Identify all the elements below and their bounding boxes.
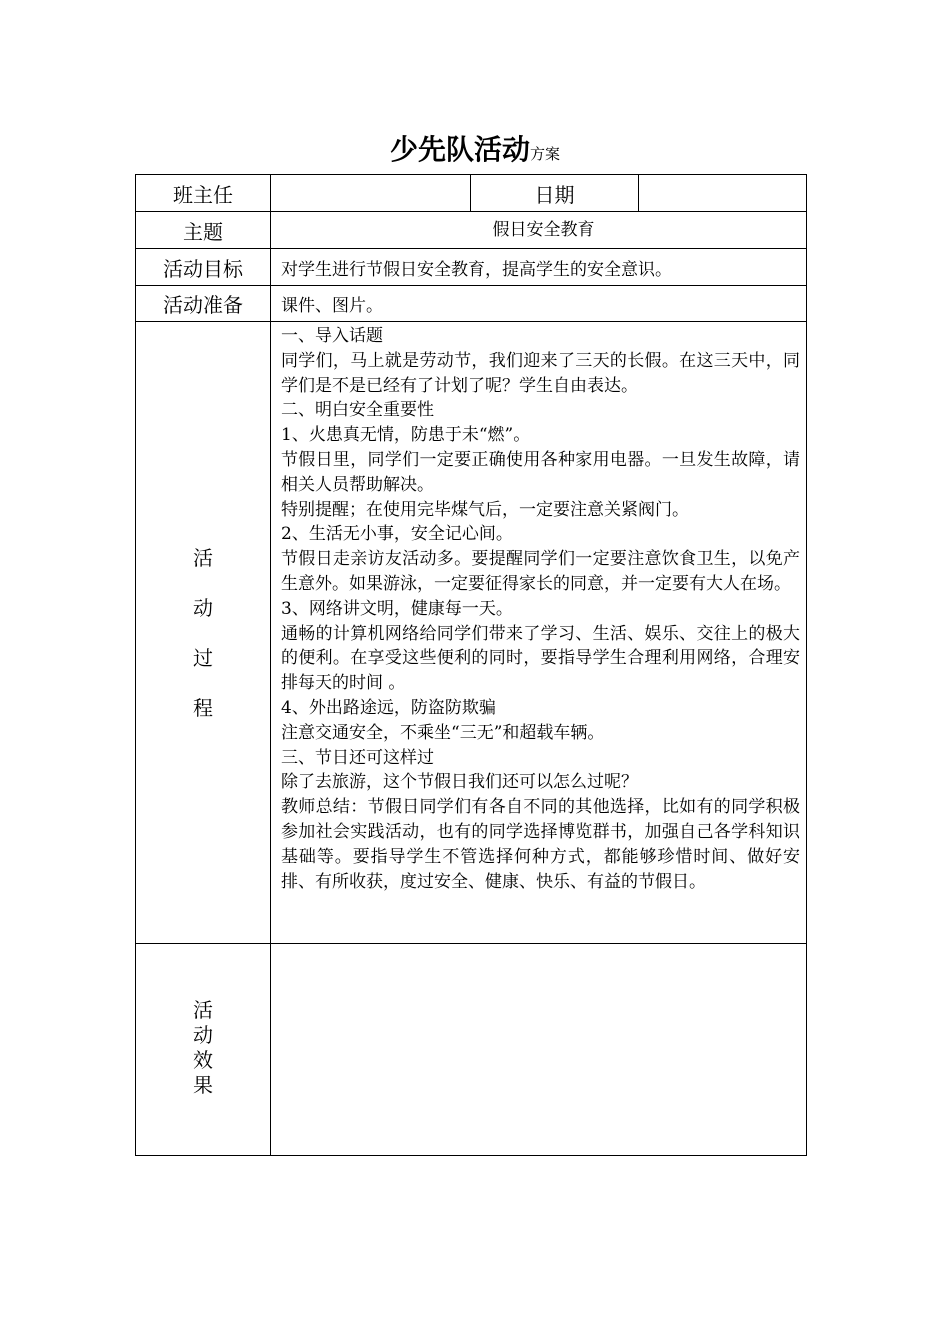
teacher-value[interactable] [271, 175, 471, 212]
row-theme [136, 212, 807, 249]
prep-value: 课件、图片。 [271, 286, 807, 322]
date-value[interactable] [639, 175, 807, 212]
process-paragraph: 1、火患真无情，防患于未“燃”。 [281, 425, 531, 446]
effect-label-char: 活 [193, 998, 213, 1022]
row-effect [136, 944, 807, 1156]
effect-label-char: 果 [193, 1073, 213, 1097]
process-paragraph: 4、外出路途远，防盗防欺骗 [281, 697, 496, 718]
process-label-char: 活 [193, 545, 213, 570]
effect-value[interactable] [271, 944, 807, 1156]
process-label-char: 过 [193, 645, 213, 670]
prep-label: 活动准备 [136, 286, 271, 322]
process-paragraph: 一、导入话题 [281, 326, 383, 346]
effect-label-char: 效 [193, 1048, 213, 1072]
title-main: 少先队活动 [389, 133, 530, 166]
row-goal [136, 249, 807, 286]
process-paragraph: 3、网络讲文明，健康每一天。 [281, 598, 513, 619]
activity-plan-table [135, 174, 807, 1156]
process-paragraph: 节假日里，同学们一定要正确使用各种家用电器。一旦发生故障，请相关人员帮助解决。 [281, 449, 800, 495]
row-teacher-date [136, 175, 807, 212]
process-paragraph: 特别提醒；在使用完毕煤气后，一定要注意关紧阀门。 [281, 499, 689, 520]
date-label: 日期 [471, 175, 639, 212]
process-paragraph: 教师总结：节假日同学们有各自不同的其他选择，比如有的同学积极参加社会实践活动，也有的同学选择博览群书，加强自己各学科知识基础等。要指导学生不管选择何种方式，都能够珍惜时间、做好安排、有所收获，度过安全、健康、快乐、有益的节假日。 [281, 797, 800, 892]
row-prep [136, 286, 807, 322]
process-paragraph: 通畅的计算机网络给同学们带来了学习、生活、娱乐、交往上的极大的便利。在享受这些便利的同时，要指导学生合理利用网络，合理安排每天的时间 。 [281, 623, 800, 694]
effect-label-char: 动 [193, 1023, 213, 1047]
teacher-label: 班主任 [136, 175, 271, 212]
process-paragraph: 三、节日还可这样过 [281, 747, 434, 768]
process-content [271, 322, 807, 944]
process-label-char: 动 [193, 595, 213, 620]
theme-label: 主题 [136, 212, 271, 249]
process-paragraph: 2、生活无小事，安全记心间。 [281, 524, 513, 545]
process-label-char: 程 [193, 695, 213, 720]
process-label [136, 322, 271, 944]
theme-value: 假日安全教育 [271, 212, 807, 249]
process-paragraph: 节假日走亲访友活动多。要提醒同学们一定要注意饮食卫生，以免产生意外。如果游泳，一定要征得家长的同意，并一定要有大人在场。 [281, 549, 800, 594]
process-paragraph: 二、明白安全重要性 [281, 400, 434, 421]
goal-label: 活动目标 [136, 249, 271, 286]
process-paragraph: 注意交通安全，不乘坐“三无”和超载车辆。 [281, 722, 605, 743]
effect-label [136, 944, 271, 1156]
process-paragraph: 除了去旅游，这个节假日我们还可以怎么过呢？ [281, 772, 638, 793]
document-title [0, 132, 950, 172]
goal-value: 对学生进行节假日安全教育，提高学生的安全意识。 [271, 249, 807, 286]
row-process [136, 322, 807, 944]
title-suffix: 方案 [530, 145, 561, 163]
process-paragraph: 同学们，马上就是劳动节，我们迎来了三天的长假。在这三天中，同学们是不是已经有了计划了呢？学生自由表达。 [281, 350, 800, 396]
